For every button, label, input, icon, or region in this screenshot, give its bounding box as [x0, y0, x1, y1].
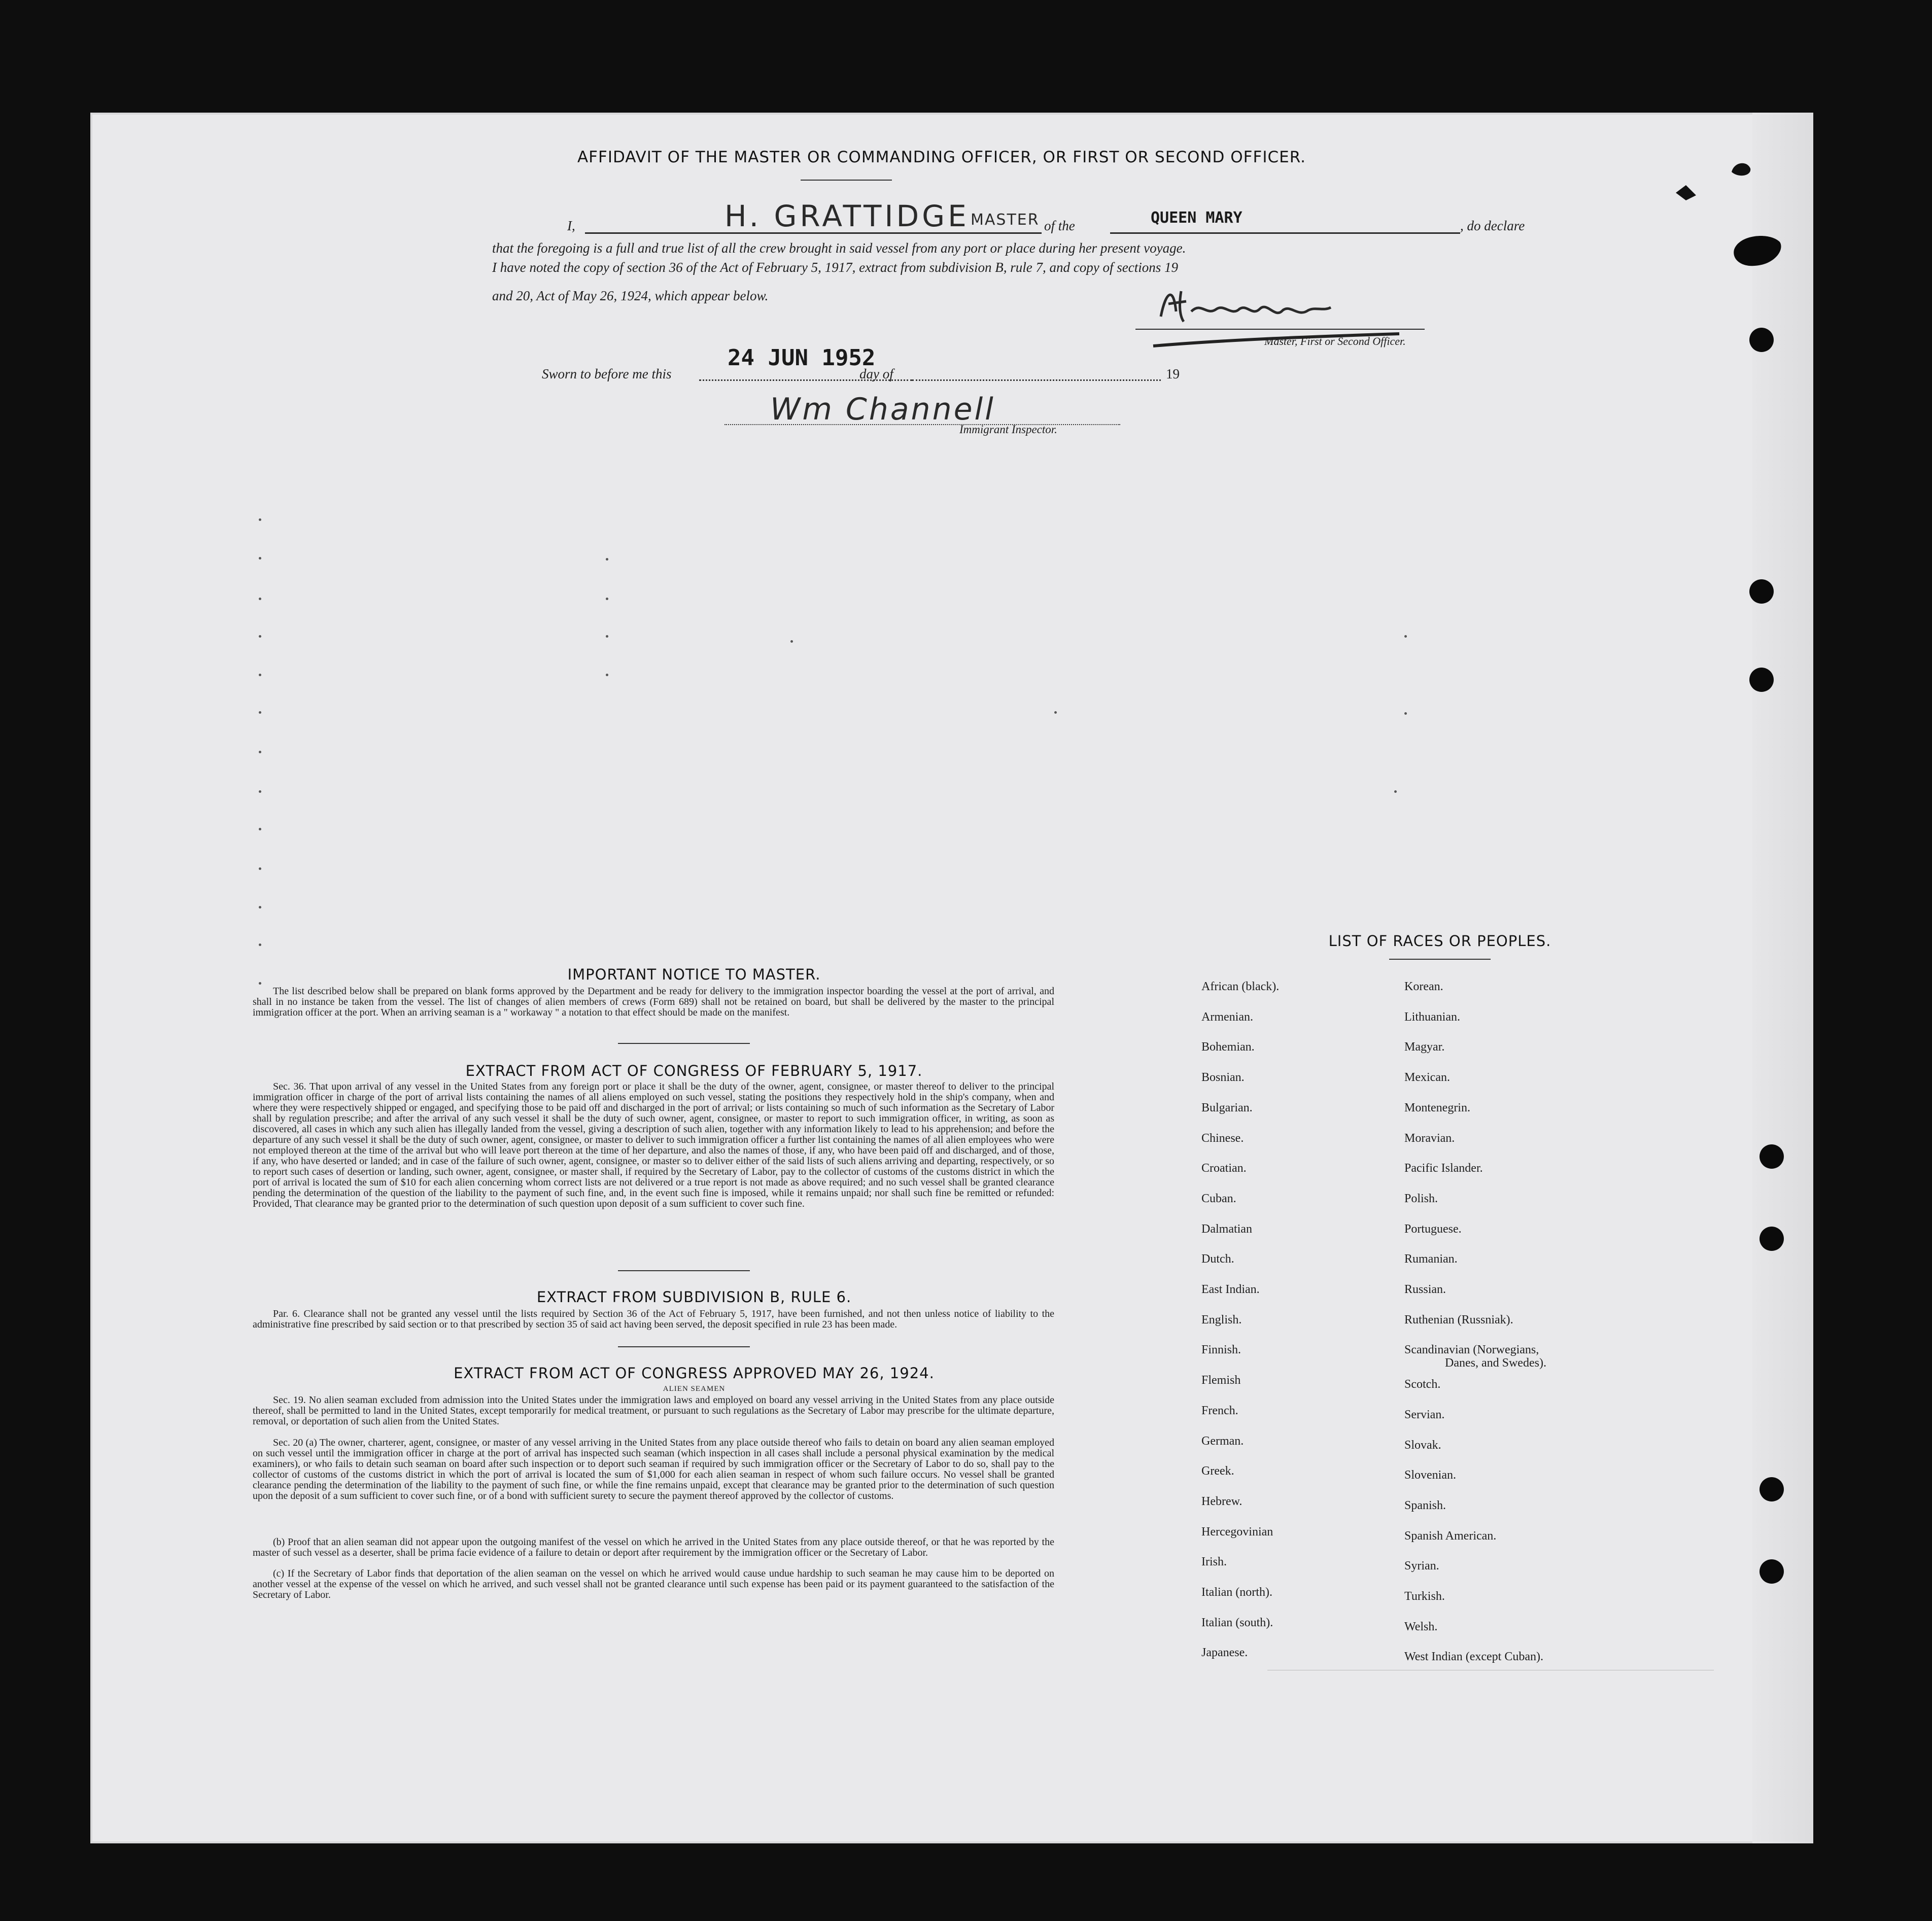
binder-hole [1749, 579, 1774, 604]
speck [259, 598, 261, 600]
speck [606, 598, 608, 600]
extract-1917-heading: EXTRACT FROM ACT OF CONGRESS OF FEBRUARY 5, 1917. [465, 1062, 923, 1079]
extract-rule6-rule [618, 1346, 750, 1347]
race-item: German. [1201, 1434, 1244, 1448]
race-item: Scandinavian (Norwegians, [1404, 1343, 1539, 1357]
ink-mark [1729, 159, 1754, 180]
sworn-month-line [912, 379, 1161, 381]
speck [259, 557, 261, 560]
binder-hole [1760, 1144, 1784, 1169]
race-item: Lithuanian. [1404, 1010, 1460, 1024]
races-rule [1389, 959, 1491, 960]
race-item: Magyar. [1404, 1040, 1445, 1054]
race-item: Armenian. [1201, 1010, 1253, 1024]
race-item: Polish. [1404, 1192, 1438, 1205]
race-continuation: Danes, and Swedes). [1445, 1356, 1546, 1370]
master-rank: MASTER [971, 211, 1040, 229]
binder-hole [1760, 1559, 1784, 1584]
extract-rule6-heading: EXTRACT FROM SUBDIVISION B, RULE 6. [536, 1288, 852, 1306]
race-item: Scotch. [1404, 1378, 1441, 1391]
race-item: African (black). [1201, 980, 1280, 993]
speck [259, 982, 261, 985]
race-item: West Indian (except Cuban). [1404, 1650, 1543, 1664]
vessel-name-line [1110, 232, 1460, 234]
race-item: East Indian. [1201, 1283, 1260, 1296]
notice-rule [618, 1043, 750, 1044]
race-item: Rumanian. [1404, 1252, 1458, 1266]
affidavit-line-2: that the foregoing is a full and true list of all the crew brought in said vessel from any port or place during her present voyage. [492, 240, 1186, 256]
speck [1054, 711, 1057, 714]
speck [259, 635, 261, 638]
master-signature-line [1135, 329, 1425, 330]
extract-1924-sec19: Sec. 19. No alien seaman excluded from admission into the United States under the immigration laws and employed on board any vessel arriving in the United States from any place outside thereof, shall be permitted to land in the United States, except temporarily for medical treatment, or pursuant to such regulations as the Secretary of Labor may prescribe for the ultimate departure, removal, or deportation of such alien from the United States. [253, 1394, 1054, 1427]
master-caption: Master, First or Second Officer. [1264, 335, 1406, 347]
race-item: Slovenian. [1404, 1469, 1456, 1482]
sworn-prefix: Sworn to before me this [542, 366, 672, 381]
race-item: Ruthenian (Russniak). [1404, 1313, 1513, 1326]
race-item: Greek. [1201, 1464, 1234, 1478]
race-item: Bulgarian. [1201, 1101, 1253, 1114]
notice-heading: IMPORTANT NOTICE TO MASTER. [567, 966, 821, 983]
affidavit-line-4: and 20, Act of May 26, 1924, which appear below. [492, 288, 769, 303]
inspector-signature-line [724, 424, 1120, 425]
ink-mark [1673, 183, 1699, 203]
extract-1917-rule [618, 1270, 750, 1271]
race-item: Spanish. [1404, 1498, 1446, 1512]
speck [1404, 635, 1407, 638]
extract-1924-subheading: ALIEN SEAMEN [663, 1385, 726, 1393]
inspector-caption: Immigrant Inspector. [959, 423, 1057, 436]
notice-body: The list described below shall be prepared on blank forms approved by the Department and be ready for delivery to the immigration inspector boarding the vessel at the port of arrival, and shall in no instance be taken from the vessel. The list of changes of alien members of crews (Form 689) shall not be retained on board, but shall be delivered by the master to the principal immigration officer at the port. When an arriving seaman is a " workaway " a notation to that effect should be made on the manifest. [253, 986, 1054, 1018]
speck [790, 640, 793, 643]
race-item: Welsh. [1404, 1620, 1438, 1633]
ink-blot [1729, 229, 1785, 270]
race-item: Russian. [1404, 1283, 1446, 1296]
binder-hole [1749, 328, 1774, 352]
race-item: Hebrew. [1201, 1494, 1243, 1508]
speck [606, 635, 608, 638]
race-item: Dalmatian [1201, 1222, 1252, 1236]
race-item: Moravian. [1404, 1131, 1455, 1145]
speck [259, 867, 261, 870]
race-item: Chinese. [1201, 1131, 1244, 1145]
extract-1924-sec20c: (c) If the Secretary of Labor finds that deportation of the alien seaman on the vessel on which he arrived would cause undue hardship to such seaman he may cause him to be deported on another vessel at the expense of the vessel on which he arrived, and such vessel shall not be granted clearance until such expense has been paid or its payment guaranteed to the satisfaction of the Secretary of Labor. [253, 1568, 1054, 1600]
extract-rule6-body: Par. 6. Clearance shall not be granted any vessel until the lists required by Section 36 of the Act of February 5, 1917, have been furnished, and not then unless notice of liability to the administrative fine prescribed by said section or to that prescribed by section 35 of said act having been served, the deposit specified in rule 23 has been made. [253, 1308, 1054, 1330]
speck [259, 906, 261, 909]
speck [259, 751, 261, 753]
race-item: English. [1201, 1313, 1242, 1326]
race-item: Italian (north). [1201, 1586, 1272, 1599]
race-item: Irish. [1201, 1555, 1227, 1569]
race-item: Hercegovinian [1201, 1525, 1273, 1539]
race-item: Bosnian. [1201, 1071, 1245, 1085]
extract-1924-sec20a: Sec. 20 (a) The owner, charterer, agent, consignee, or master of any vessel arriving in the United States from any place outside thereof who fails to detain on board any alien seaman employed on such vessel until the immigration officer in charge at the port of arrival has inspected such seaman (which inspection in all cases shall include a personal physical examination by the medical examiners), or who fails to detain such seaman on board after such inspection or to deport such seaman if required by such immigration officer or the Secretary of Labor to do so, shall pay to the collector of customs of the customs district in which the port of arrival is located the sum of $1,000 for each alien seaman in respect of whom such failure occurs. No vessel shall be granted clearance pending the determination of the liability to the payment of such fine, or while the fine remains unpaid, except that clearance may be granted prior to the determination of such question upon the deposit of a sum sufficient to cover such fine, or of a bond with sufficient surety to secure the payment thereof approved by the collector of customs. [253, 1437, 1054, 1501]
race-item: Flemish [1201, 1374, 1241, 1387]
extract-1924-heading: EXTRACT FROM ACT OF CONGRESS APPROVED MAY 26, 1924. [454, 1365, 935, 1382]
race-item: Spanish American. [1404, 1529, 1497, 1543]
race-item: Servian. [1404, 1408, 1445, 1421]
race-item: Dutch. [1201, 1252, 1234, 1266]
race-item: Turkish. [1404, 1590, 1445, 1603]
race-item: Pacific Islander. [1404, 1162, 1483, 1175]
year-prefix: 19 [1166, 366, 1180, 381]
race-item: Bohemian. [1201, 1040, 1255, 1054]
race-item: Syrian. [1404, 1559, 1439, 1573]
speck [259, 790, 261, 793]
race-item: Mexican. [1404, 1071, 1450, 1085]
race-item: Portuguese. [1404, 1222, 1462, 1236]
speck [606, 674, 608, 676]
inspector-signature: Wm Channell [770, 392, 995, 427]
speck [259, 518, 261, 521]
binder-hole [1760, 1227, 1784, 1251]
race-item: French. [1201, 1404, 1238, 1417]
affidavit-i: I, [567, 218, 575, 233]
races-heading: LIST OF RACES OR PEOPLES. [1328, 932, 1551, 950]
binder-hole [1760, 1477, 1784, 1501]
extract-1917-body: Sec. 36. That upon arrival of any vessel in the United States from any foreign port or place it shall be the duty of the owner, agent, consignee, or master thereof to deliver to the principal immigration officer in charge of the port of arrival lists containing the names of all aliens employed on such vessel, stating the positions they respectively hold in the ship's company, when and where they were respectively shipped or engaged, and specifying those to be paid off and discharged in the port of arrival; or lists containing so much of such information as the Secretary of Labor shall by regulation prescribe; and after the arrival of any such vessel it shall be the duty of such owner, agent, consignee, or master to report to such immigration officer, in writing, as soon as discovered, all cases in which any such alien has illegally landed from the vessel, giving a description of such alien, together with any information likely to lead to his apprehension; and before the departure of any such vessel it shall be the duty of such owner, agent, consignee, or master to deliver to such immigration officer a further list containing the names of all alien employees who were not employed thereon at the time of the arrival but who will leave port thereon at the time of her departure, and also the names of those, if any, who have been paid off and discharged, and of those, if any, who have deserted or landed; and in case of the failure of such owner, agent, consignee, or master so to deliver either of the said lists of such aliens arriving and departing, respectively, or so to report such cases of desertion or landing, such owner, agent, consignee, or master shall, if required by the Secretary of Labor, pay to the collector of customs of the customs district in which the port of arrival is located the sum of $10 for each alien concerning whom correct lists are not delivered or a true report is not made as above required; and no such vessel shall be granted clearance pending the determination of the question of the liability to the payment of such fine, and, in the event such fine is imposed, while it remains unpaid; nor shall such fine be remitted or refunded: Provided, That clearance may be granted prior to the determination of such question upon deposit of a sum sufficient to cover such fine. [253, 1081, 1054, 1209]
race-item: Slovak. [1404, 1438, 1441, 1452]
master-name: H. GRATTIDGE [724, 199, 970, 233]
speck [606, 558, 608, 561]
affidavit-line-3: I have noted the copy of section 36 of the Act of February 5, 1917, extract from subdivision B, rule 7, and copy of sections 19 [492, 260, 1178, 275]
vessel-name: QUEEN MARY [1151, 209, 1243, 227]
speck [1404, 712, 1407, 715]
binder-hole [1749, 668, 1774, 692]
speck [259, 711, 261, 714]
title-rule [801, 180, 892, 181]
extract-1924-sec20b: (b) Proof that an alien seaman did not appear upon the outgoing manifest of the vessel on which he arrived in the United States from any place outside thereof, or that he was reported by the master of such vessel as a deserter, shall be prima facie evidence of a failure to detain or deport after requirement by the immigration officer or the Secretary of Labor. [253, 1536, 1054, 1558]
race-item: Korean. [1404, 980, 1443, 993]
race-item: Montenegrin. [1404, 1101, 1470, 1114]
speck [259, 674, 261, 676]
race-item: Croatian. [1201, 1162, 1247, 1175]
day-of: day of [859, 366, 893, 381]
do-declare: , do declare [1460, 218, 1525, 233]
speck [259, 944, 261, 946]
race-item: Cuban. [1201, 1192, 1236, 1205]
sworn-date-stamp: 24 JUN 1952 [728, 345, 876, 371]
race-item: Italian (south). [1201, 1616, 1273, 1629]
race-item: Japanese. [1201, 1646, 1248, 1660]
affidavit-title: AFFIDAVIT OF THE MASTER OR COMMANDING OFFICER, OR FIRST OR SECOND OFFICER. [577, 148, 1306, 166]
of-the: of the [1044, 218, 1075, 233]
speck [1394, 790, 1397, 793]
race-item: Finnish. [1201, 1343, 1241, 1357]
manifest-page [90, 113, 1813, 1843]
speck [259, 828, 261, 830]
bleed-through-strip [1752, 113, 1813, 1843]
